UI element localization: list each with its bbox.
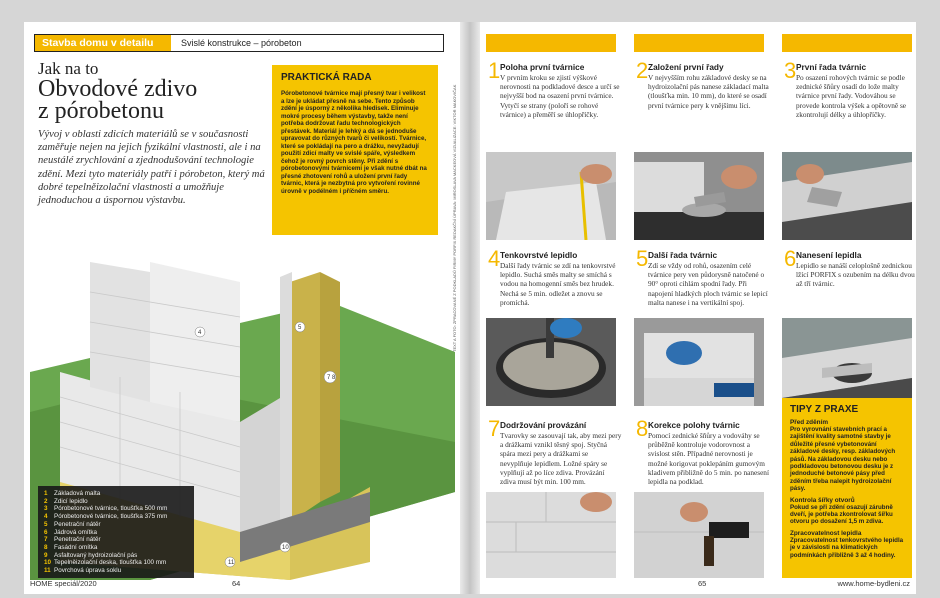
step-5 — [636, 246, 768, 320]
svg-text:5: 5 — [298, 325, 302, 331]
tip-heading: Zpracovatelnost lepidla — [790, 529, 862, 537]
page-number-left: 64 — [232, 579, 241, 588]
step-body: Zdí se vždy od rohů, osazením celé tvárnice pery ven půdorysně natočené o 90° oproti cihlám spodní řady. Při napojení hladkých ploch tvárnic se lepicí malta nanese i na vertikální spoj. — [648, 261, 768, 307]
step-3 — [784, 58, 914, 148]
practical-tip-box — [272, 65, 438, 235]
subsection-label: Svislé konstrukce – pórobeton — [181, 38, 302, 48]
photo-step-2 — [634, 152, 764, 240]
tip-text: Pro vyrovnání stavebních prací a zajištění kvality samotné stavby je důležité přesné vybetonování základové desky, resp. základových pásů. Na základovou desku nebo podkladovou betonovou desku je z jednoduché betonové pásy před zděním třeba nalepit hydroizolační pásy. — [790, 426, 896, 493]
tips-box — [782, 398, 912, 578]
step-body: Tvarovky se zasouvají tak, aby mezi pery a drážkami vznikl těsný spoj. Styčná spára mezi pery a drážkami se nevyplňuje lepidlem. Ložné spáry se vyplňují až po líce zdiva. Provázání zdiva musí být min. 100 mm. — [500, 431, 622, 487]
photo-step-7 — [486, 492, 616, 578]
step-number: 1 — [488, 58, 501, 83]
practical-tip-text: Pórobetonové tvárnice mají přesný tvar i velikost a lze je ukládat přesně na sebe. Tento způsob zdění je úsporný z několika hledisek. Eliminuje mokré procesy během výstavby, takže není potřeba dodržovat řadu technologických přestávek. Materiál je lehký a dá se jednoduše upravovat do různých tvarů či velikostí. Tvárnice, které se pokládají na pero a drážku, nevyžadují použití zdicí malty ve svislé spáře, výsledkem čehož je rovný povrch stěny. Při zdění s pórobetonovými tvárnicemi je však nutné dbát na přesné zhotovení rohů a uložení první řady tvárnic, která je nezbytná pro vytvoření rovinné úrovně v podélném i příčném směru. — [281, 90, 427, 195]
article-lead: Vývoj v oblasti zdicích materiálů se v současnosti zaměřuje nejen na jejich fyzikální vlastnosti, ale i na neustálé zrychlování a zjednodušování technologie zdění. Mezi tyto materiály patří i pórobeton, který má dobré tepelněizolační vlastnosti a umožňuje jednoduchou a úspornou výstavbu. — [38, 129, 265, 207]
right-page — [480, 22, 916, 594]
section-label: Stavba domu v detailu — [35, 35, 171, 51]
page-number-right: 65 — [698, 579, 707, 588]
legend-item: 7 Penetrační nátěr — [44, 536, 101, 544]
svg-text:11: 11 — [228, 560, 235, 566]
tip-text: Zpracovatelnost tenkovrstvého lepidla je v závislosti na klimatických podmínkách přibližně 3 až 4 hodiny. — [790, 536, 904, 559]
practical-tip-title: PRAKTICKÁ RADA — [281, 72, 372, 83]
step-title: První řada tvárnic — [796, 62, 867, 72]
legend-item: 4 Pórobetonové tvárnice, tloušťka 375 mm — [44, 513, 168, 521]
step-body: V nejvyšším rohu základové desky se na hydroizolační pás nanese základací malta (tloušťka min. 10 mm), do které se osadí první tvárnice pery k vnějšímu líci. — [648, 73, 769, 110]
step-number: 5 — [636, 246, 649, 271]
photo-step-3 — [782, 152, 912, 240]
step-title: Korekce polohy tvárnic — [648, 420, 740, 430]
section-header — [34, 34, 444, 52]
photo-step-8 — [634, 492, 764, 578]
legend-item: 9 Asfaltovaný hydroizolační pás — [44, 551, 138, 559]
header-strip-2 — [634, 34, 764, 52]
step-body: Pomocí zednické šňůry a vodováhy se průběžně kontroluje vodorovnost a svislost stěn. Případné nerovnosti je možné korigovat poklepáním gumovým kladivem přibližně do 5 min. po nanesení lepidla na podklad. — [648, 431, 769, 487]
step-2 — [636, 58, 769, 148]
legend-item: 8 Fasádní omítka — [44, 543, 98, 551]
step-title: Nanesení lepidla — [796, 250, 862, 260]
left-page — [24, 22, 460, 594]
article-title — [38, 60, 278, 122]
side-credit: TEXT A FOTO: ZPRACOVANÉ Z PODKLADŮ FIRMY PORFIX REDAKČNÍ ÚPRAVA: MIROSLAVA MACKEOVÁ VIZUALIZACE: VIKTOR MAKOVIČAK — [452, 84, 457, 352]
step-title: Další řada tvárnic — [648, 250, 718, 260]
title-line-3: z pórobetonu — [38, 98, 164, 124]
step-number: 2 — [636, 58, 649, 83]
step-body: V prvním kroku se zjistí výškové nerovnosti na podkladové desce a určí se nejvyšší bod na osazení první tvárnice. Vytyčí se strany (poloří se rohové tvárnice) a přeměří se úhlopříčky. — [500, 73, 620, 119]
step-number: 8 — [636, 416, 649, 441]
step-body: Lepidlo se nanáší celoplošně zednickou lžící PORFIX s ozubením na délku dvou až tří tvárnic. — [796, 261, 915, 289]
step-number: 7 — [488, 416, 501, 441]
tip-heading: Kontrola šířky otvorů — [790, 496, 855, 504]
photo-step-6 — [782, 318, 912, 406]
legend-item: 1 Základová malta — [44, 490, 101, 497]
tip-heading: Před zděním — [790, 419, 828, 426]
photo-step-4 — [486, 318, 616, 406]
insulation-layer — [320, 272, 340, 502]
page-spine — [458, 22, 482, 594]
legend-item: 10 Tepelněizolační deska, tloušťka 100 mm — [44, 559, 167, 567]
title-line-1: Jak na to — [38, 59, 99, 78]
photo-step-1 — [486, 152, 616, 240]
render-layer — [280, 272, 292, 527]
plaster-layer — [290, 272, 320, 522]
step-number: 4 — [488, 246, 501, 271]
step-title: Založení první řady — [648, 62, 724, 72]
step-6 — [784, 246, 915, 320]
header-strip-3 — [782, 34, 912, 52]
legend-item: 2 Zdicí lepidlo — [44, 497, 88, 505]
svg-text:10: 10 — [282, 545, 289, 551]
legend-item: 5 Penetrační nátěr — [44, 520, 101, 528]
step-body: Další řady tvárnic se zdí na tenkovrstvé lepidlo. Suchá směs malty se smíchá s vodou na homogenní směs bez hrudek. Nechá se 5 min. odležet a znovu se promíchá. — [500, 261, 616, 307]
title-line-2: Obvodové zdivo — [38, 76, 198, 102]
footer-magazine: HOME speciál/2020 — [30, 579, 97, 588]
tip-text: Pokud se při zdění osazují zárubně dveří, je potřeba zkontrolovat šířku otvoru po dosažení 1,5 m zdiva. — [790, 503, 893, 526]
legend-item: 11 Povrchová úprava soklu — [44, 567, 122, 575]
header-strip-1 — [486, 34, 616, 52]
step-title: Tenkovrstvé lepidlo — [500, 250, 578, 260]
svg-text:4: 4 — [198, 330, 202, 336]
footer-website: www.home-bydleni.cz — [837, 579, 910, 588]
step-1 — [488, 58, 620, 148]
layer-legend — [38, 486, 194, 578]
photo-step-5 — [634, 318, 764, 406]
step-body: Po osazení rohových tvárnic se podle zednické šňůry osadí do lože malty tvárnice první řady. Vodováhou se provede kontrola výšek a opětovně se zkontrolují délky a úhlopříčky. — [796, 73, 907, 119]
tips-title: TIPY Z PRAXE — [790, 404, 859, 415]
step-title: Poloha první tvárnice — [500, 62, 585, 72]
step-8 — [636, 416, 769, 500]
step-title: Dodržování provázání — [500, 420, 587, 430]
step-4 — [488, 246, 618, 320]
svg-text:7 8: 7 8 — [327, 375, 336, 381]
wall-upper-block — [150, 262, 240, 422]
step-number: 3 — [784, 58, 797, 83]
step-number: 6 — [784, 246, 797, 271]
legend-item: 3 Pórobetonové tvárnice, tloušťka 500 mm — [44, 505, 168, 513]
step-7 — [488, 416, 622, 500]
legend-item: 6 Jádrová omítka — [44, 528, 98, 536]
